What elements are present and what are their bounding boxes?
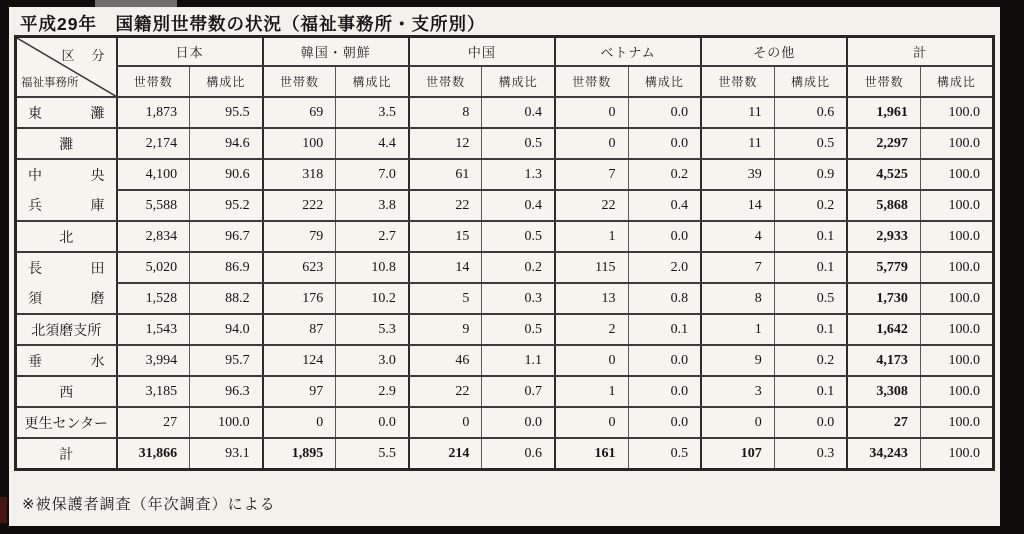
households-cell: 1,873 bbox=[117, 97, 190, 128]
row-label: 計 bbox=[16, 438, 117, 470]
table-row bbox=[16, 221, 994, 252]
households-cell: 1,730 bbox=[847, 283, 920, 314]
page-title: 平成29年 国籍別世帯数の状況（福祉事務所・支所別） bbox=[20, 14, 486, 34]
group-header-vietnam: ベトナム bbox=[555, 37, 701, 67]
households-cell: 222 bbox=[263, 190, 336, 221]
corner-header-cell bbox=[16, 37, 117, 98]
households-cell: 2 bbox=[555, 314, 628, 345]
households-cell: 61 bbox=[409, 159, 482, 190]
ratio-cell: 0.4 bbox=[628, 190, 701, 221]
households-cell: 0 bbox=[263, 407, 336, 438]
ratio-cell: 3.8 bbox=[336, 190, 409, 221]
subheader-ratio: 構成比 bbox=[336, 66, 409, 97]
ratio-cell: 5.5 bbox=[336, 438, 409, 470]
households-cell: 11 bbox=[701, 128, 774, 159]
nationality-household-table bbox=[14, 35, 995, 471]
ratio-cell: 100.0 bbox=[920, 221, 993, 252]
ratio-cell: 0.6 bbox=[774, 97, 847, 128]
subheader-households: 世帯数 bbox=[847, 66, 920, 97]
households-cell: 13 bbox=[555, 283, 628, 314]
households-cell: 7 bbox=[555, 159, 628, 190]
ratio-cell: 100.0 bbox=[920, 97, 993, 128]
households-cell: 15 bbox=[409, 221, 482, 252]
households-cell: 34,243 bbox=[847, 438, 920, 470]
households-cell: 22 bbox=[409, 190, 482, 221]
ratio-cell: 0.0 bbox=[628, 128, 701, 159]
households-cell: 4 bbox=[701, 221, 774, 252]
ratio-cell: 100.0 bbox=[920, 190, 993, 221]
ratio-cell: 100.0 bbox=[190, 407, 263, 438]
households-cell: 0 bbox=[409, 407, 482, 438]
ratio-cell: 0.1 bbox=[774, 314, 847, 345]
households-cell: 14 bbox=[409, 252, 482, 283]
ratio-cell: 2.7 bbox=[336, 221, 409, 252]
households-cell: 87 bbox=[263, 314, 336, 345]
scan-artifact-gray-notch bbox=[95, 0, 177, 7]
group-header-total: 計 bbox=[847, 37, 993, 67]
ratio-cell: 95.7 bbox=[190, 345, 263, 376]
ratio-cell: 0.2 bbox=[774, 345, 847, 376]
households-cell: 9 bbox=[701, 345, 774, 376]
households-cell: 2,834 bbox=[117, 221, 190, 252]
ratio-cell: 0.4 bbox=[482, 190, 555, 221]
households-cell: 115 bbox=[555, 252, 628, 283]
table-row bbox=[16, 283, 994, 314]
households-cell: 1,642 bbox=[847, 314, 920, 345]
subheader-households: 世帯数 bbox=[263, 66, 336, 97]
households-cell: 1 bbox=[555, 376, 628, 407]
households-cell: 1 bbox=[701, 314, 774, 345]
ratio-cell: 0.0 bbox=[774, 407, 847, 438]
ratio-cell: 0.1 bbox=[774, 376, 847, 407]
households-cell: 14 bbox=[701, 190, 774, 221]
households-cell: 27 bbox=[847, 407, 920, 438]
ratio-cell: 0.7 bbox=[482, 376, 555, 407]
row-label: 兵 庫 bbox=[28, 196, 105, 213]
households-cell: 5,868 bbox=[847, 190, 920, 221]
sub-header-row bbox=[16, 66, 994, 97]
table-row bbox=[16, 159, 994, 190]
footnote: ※被保護者調査（年次調査）による bbox=[22, 496, 276, 513]
ratio-cell: 0.5 bbox=[482, 128, 555, 159]
ratio-cell: 0.5 bbox=[774, 283, 847, 314]
group-header-china: 中国 bbox=[409, 37, 555, 67]
ratio-cell: 0.1 bbox=[774, 221, 847, 252]
households-cell: 2,933 bbox=[847, 221, 920, 252]
households-cell: 79 bbox=[263, 221, 336, 252]
households-cell: 0 bbox=[555, 128, 628, 159]
subheader-ratio: 構成比 bbox=[628, 66, 701, 97]
ratio-cell: 0.1 bbox=[774, 252, 847, 283]
ratio-cell: 100.0 bbox=[920, 252, 993, 283]
ratio-cell: 10.2 bbox=[336, 283, 409, 314]
ratio-cell: 94.6 bbox=[190, 128, 263, 159]
households-cell: 7 bbox=[701, 252, 774, 283]
households-cell: 2,297 bbox=[847, 128, 920, 159]
households-cell: 5,020 bbox=[117, 252, 190, 283]
households-cell: 97 bbox=[263, 376, 336, 407]
row-label: 西 bbox=[16, 376, 117, 407]
subheader-ratio: 構成比 bbox=[774, 66, 847, 97]
households-cell: 214 bbox=[409, 438, 482, 470]
households-cell: 3 bbox=[701, 376, 774, 407]
households-cell: 4,173 bbox=[847, 345, 920, 376]
ratio-cell: 0.3 bbox=[774, 438, 847, 470]
ratio-cell: 0.6 bbox=[482, 438, 555, 470]
table-row bbox=[16, 128, 994, 159]
row-label: 長 田 bbox=[28, 259, 105, 276]
households-cell: 5,588 bbox=[117, 190, 190, 221]
subheader-households: 世帯数 bbox=[409, 66, 482, 97]
row-label: 更生センター bbox=[16, 407, 117, 438]
ratio-cell: 100.0 bbox=[920, 283, 993, 314]
subheader-ratio: 構成比 bbox=[482, 66, 555, 97]
document-page bbox=[9, 7, 1000, 526]
ratio-cell: 7.0 bbox=[336, 159, 409, 190]
households-cell: 3,308 bbox=[847, 376, 920, 407]
households-cell: 9 bbox=[409, 314, 482, 345]
ratio-cell: 100.0 bbox=[920, 407, 993, 438]
households-cell: 3,994 bbox=[117, 345, 190, 376]
row-label: 東 灘 bbox=[28, 104, 105, 121]
ratio-cell: 96.3 bbox=[190, 376, 263, 407]
ratio-cell: 2.9 bbox=[336, 376, 409, 407]
row-label: 垂 水 bbox=[28, 352, 105, 369]
table-row bbox=[16, 407, 994, 438]
ratio-cell: 5.3 bbox=[336, 314, 409, 345]
table-row bbox=[16, 314, 994, 345]
corner-label-category: 区 分 bbox=[61, 48, 107, 63]
households-cell: 1,543 bbox=[117, 314, 190, 345]
ratio-cell: 86.9 bbox=[190, 252, 263, 283]
ratio-cell: 0.1 bbox=[628, 314, 701, 345]
ratio-cell: 0.0 bbox=[336, 407, 409, 438]
households-cell: 2,174 bbox=[117, 128, 190, 159]
ratio-cell: 0.2 bbox=[774, 190, 847, 221]
ratio-cell: 95.5 bbox=[190, 97, 263, 128]
ratio-cell: 0.5 bbox=[482, 221, 555, 252]
ratio-cell: 0.8 bbox=[628, 283, 701, 314]
ratio-cell: 0.9 bbox=[774, 159, 847, 190]
group-header-korea: 韓国・朝鮮 bbox=[263, 37, 409, 67]
ratio-cell: 95.2 bbox=[190, 190, 263, 221]
households-cell: 12 bbox=[409, 128, 482, 159]
row-label: 中 央 bbox=[28, 166, 105, 183]
households-cell: 22 bbox=[555, 190, 628, 221]
households-cell: 4,100 bbox=[117, 159, 190, 190]
households-cell: 22 bbox=[409, 376, 482, 407]
subheader-households: 世帯数 bbox=[701, 66, 774, 97]
ratio-cell: 88.2 bbox=[190, 283, 263, 314]
ratio-cell: 0.0 bbox=[628, 97, 701, 128]
households-cell: 46 bbox=[409, 345, 482, 376]
households-cell: 1 bbox=[555, 221, 628, 252]
subheader-ratio: 構成比 bbox=[190, 66, 263, 97]
ratio-cell: 3.5 bbox=[336, 97, 409, 128]
table-row-total bbox=[16, 438, 994, 470]
households-cell: 318 bbox=[263, 159, 336, 190]
households-cell: 8 bbox=[701, 283, 774, 314]
ratio-cell: 0.5 bbox=[774, 128, 847, 159]
ratio-cell: 90.6 bbox=[190, 159, 263, 190]
households-cell: 176 bbox=[263, 283, 336, 314]
corner-label-welfare-office: 福祉事務所 bbox=[21, 77, 79, 89]
ratio-cell: 100.0 bbox=[920, 128, 993, 159]
ratio-cell: 0.5 bbox=[482, 314, 555, 345]
row-label: 北須磨支所 bbox=[16, 314, 117, 345]
scan-artifact-red-mark bbox=[0, 497, 7, 523]
households-cell: 107 bbox=[701, 438, 774, 470]
table-row bbox=[16, 345, 994, 376]
households-cell: 39 bbox=[701, 159, 774, 190]
households-cell: 5,779 bbox=[847, 252, 920, 283]
subheader-ratio: 構成比 bbox=[920, 66, 993, 97]
table-row bbox=[16, 190, 994, 221]
households-cell: 0 bbox=[555, 407, 628, 438]
table-row bbox=[16, 97, 994, 128]
ratio-cell: 93.1 bbox=[190, 438, 263, 470]
ratio-cell: 0.3 bbox=[482, 283, 555, 314]
ratio-cell: 96.7 bbox=[190, 221, 263, 252]
ratio-cell: 0.5 bbox=[628, 438, 701, 470]
households-cell: 161 bbox=[555, 438, 628, 470]
ratio-cell: 4.4 bbox=[336, 128, 409, 159]
ratio-cell: 2.0 bbox=[628, 252, 701, 283]
households-cell: 11 bbox=[701, 97, 774, 128]
ratio-cell: 3.0 bbox=[336, 345, 409, 376]
ratio-cell: 0.0 bbox=[628, 221, 701, 252]
ratio-cell: 100.0 bbox=[920, 159, 993, 190]
row-label: 須 磨 bbox=[28, 289, 105, 306]
ratio-cell: 10.8 bbox=[336, 252, 409, 283]
households-cell: 1,961 bbox=[847, 97, 920, 128]
households-cell: 31,866 bbox=[117, 438, 190, 470]
ratio-cell: 100.0 bbox=[920, 314, 993, 345]
row-label: 北 bbox=[16, 221, 117, 252]
households-cell: 0 bbox=[701, 407, 774, 438]
households-cell: 3,185 bbox=[117, 376, 190, 407]
group-header-row bbox=[16, 37, 994, 67]
ratio-cell: 1.1 bbox=[482, 345, 555, 376]
households-cell: 0 bbox=[555, 97, 628, 128]
ratio-cell: 0.0 bbox=[482, 407, 555, 438]
ratio-cell: 94.0 bbox=[190, 314, 263, 345]
households-cell: 623 bbox=[263, 252, 336, 283]
ratio-cell: 0.2 bbox=[628, 159, 701, 190]
households-cell: 0 bbox=[555, 345, 628, 376]
subheader-households: 世帯数 bbox=[555, 66, 628, 97]
subheader-households: 世帯数 bbox=[117, 66, 190, 97]
group-header-other: その他 bbox=[701, 37, 847, 67]
households-cell: 8 bbox=[409, 97, 482, 128]
households-cell: 69 bbox=[263, 97, 336, 128]
households-cell: 124 bbox=[263, 345, 336, 376]
ratio-cell: 100.0 bbox=[920, 345, 993, 376]
households-cell: 4,525 bbox=[847, 159, 920, 190]
row-label: 灘 bbox=[16, 128, 117, 159]
ratio-cell: 0.0 bbox=[628, 376, 701, 407]
households-cell: 5 bbox=[409, 283, 482, 314]
ratio-cell: 0.4 bbox=[482, 97, 555, 128]
table-body bbox=[16, 97, 994, 470]
ratio-cell: 100.0 bbox=[920, 376, 993, 407]
group-header-japan: 日本 bbox=[117, 37, 263, 67]
households-cell: 1,528 bbox=[117, 283, 190, 314]
ratio-cell: 100.0 bbox=[920, 438, 993, 470]
ratio-cell: 1.3 bbox=[482, 159, 555, 190]
households-cell: 27 bbox=[117, 407, 190, 438]
ratio-cell: 0.0 bbox=[628, 407, 701, 438]
households-cell: 100 bbox=[263, 128, 336, 159]
ratio-cell: 0.2 bbox=[482, 252, 555, 283]
table-row bbox=[16, 252, 994, 283]
households-cell: 1,895 bbox=[263, 438, 336, 470]
table-row bbox=[16, 376, 994, 407]
ratio-cell: 0.0 bbox=[628, 345, 701, 376]
